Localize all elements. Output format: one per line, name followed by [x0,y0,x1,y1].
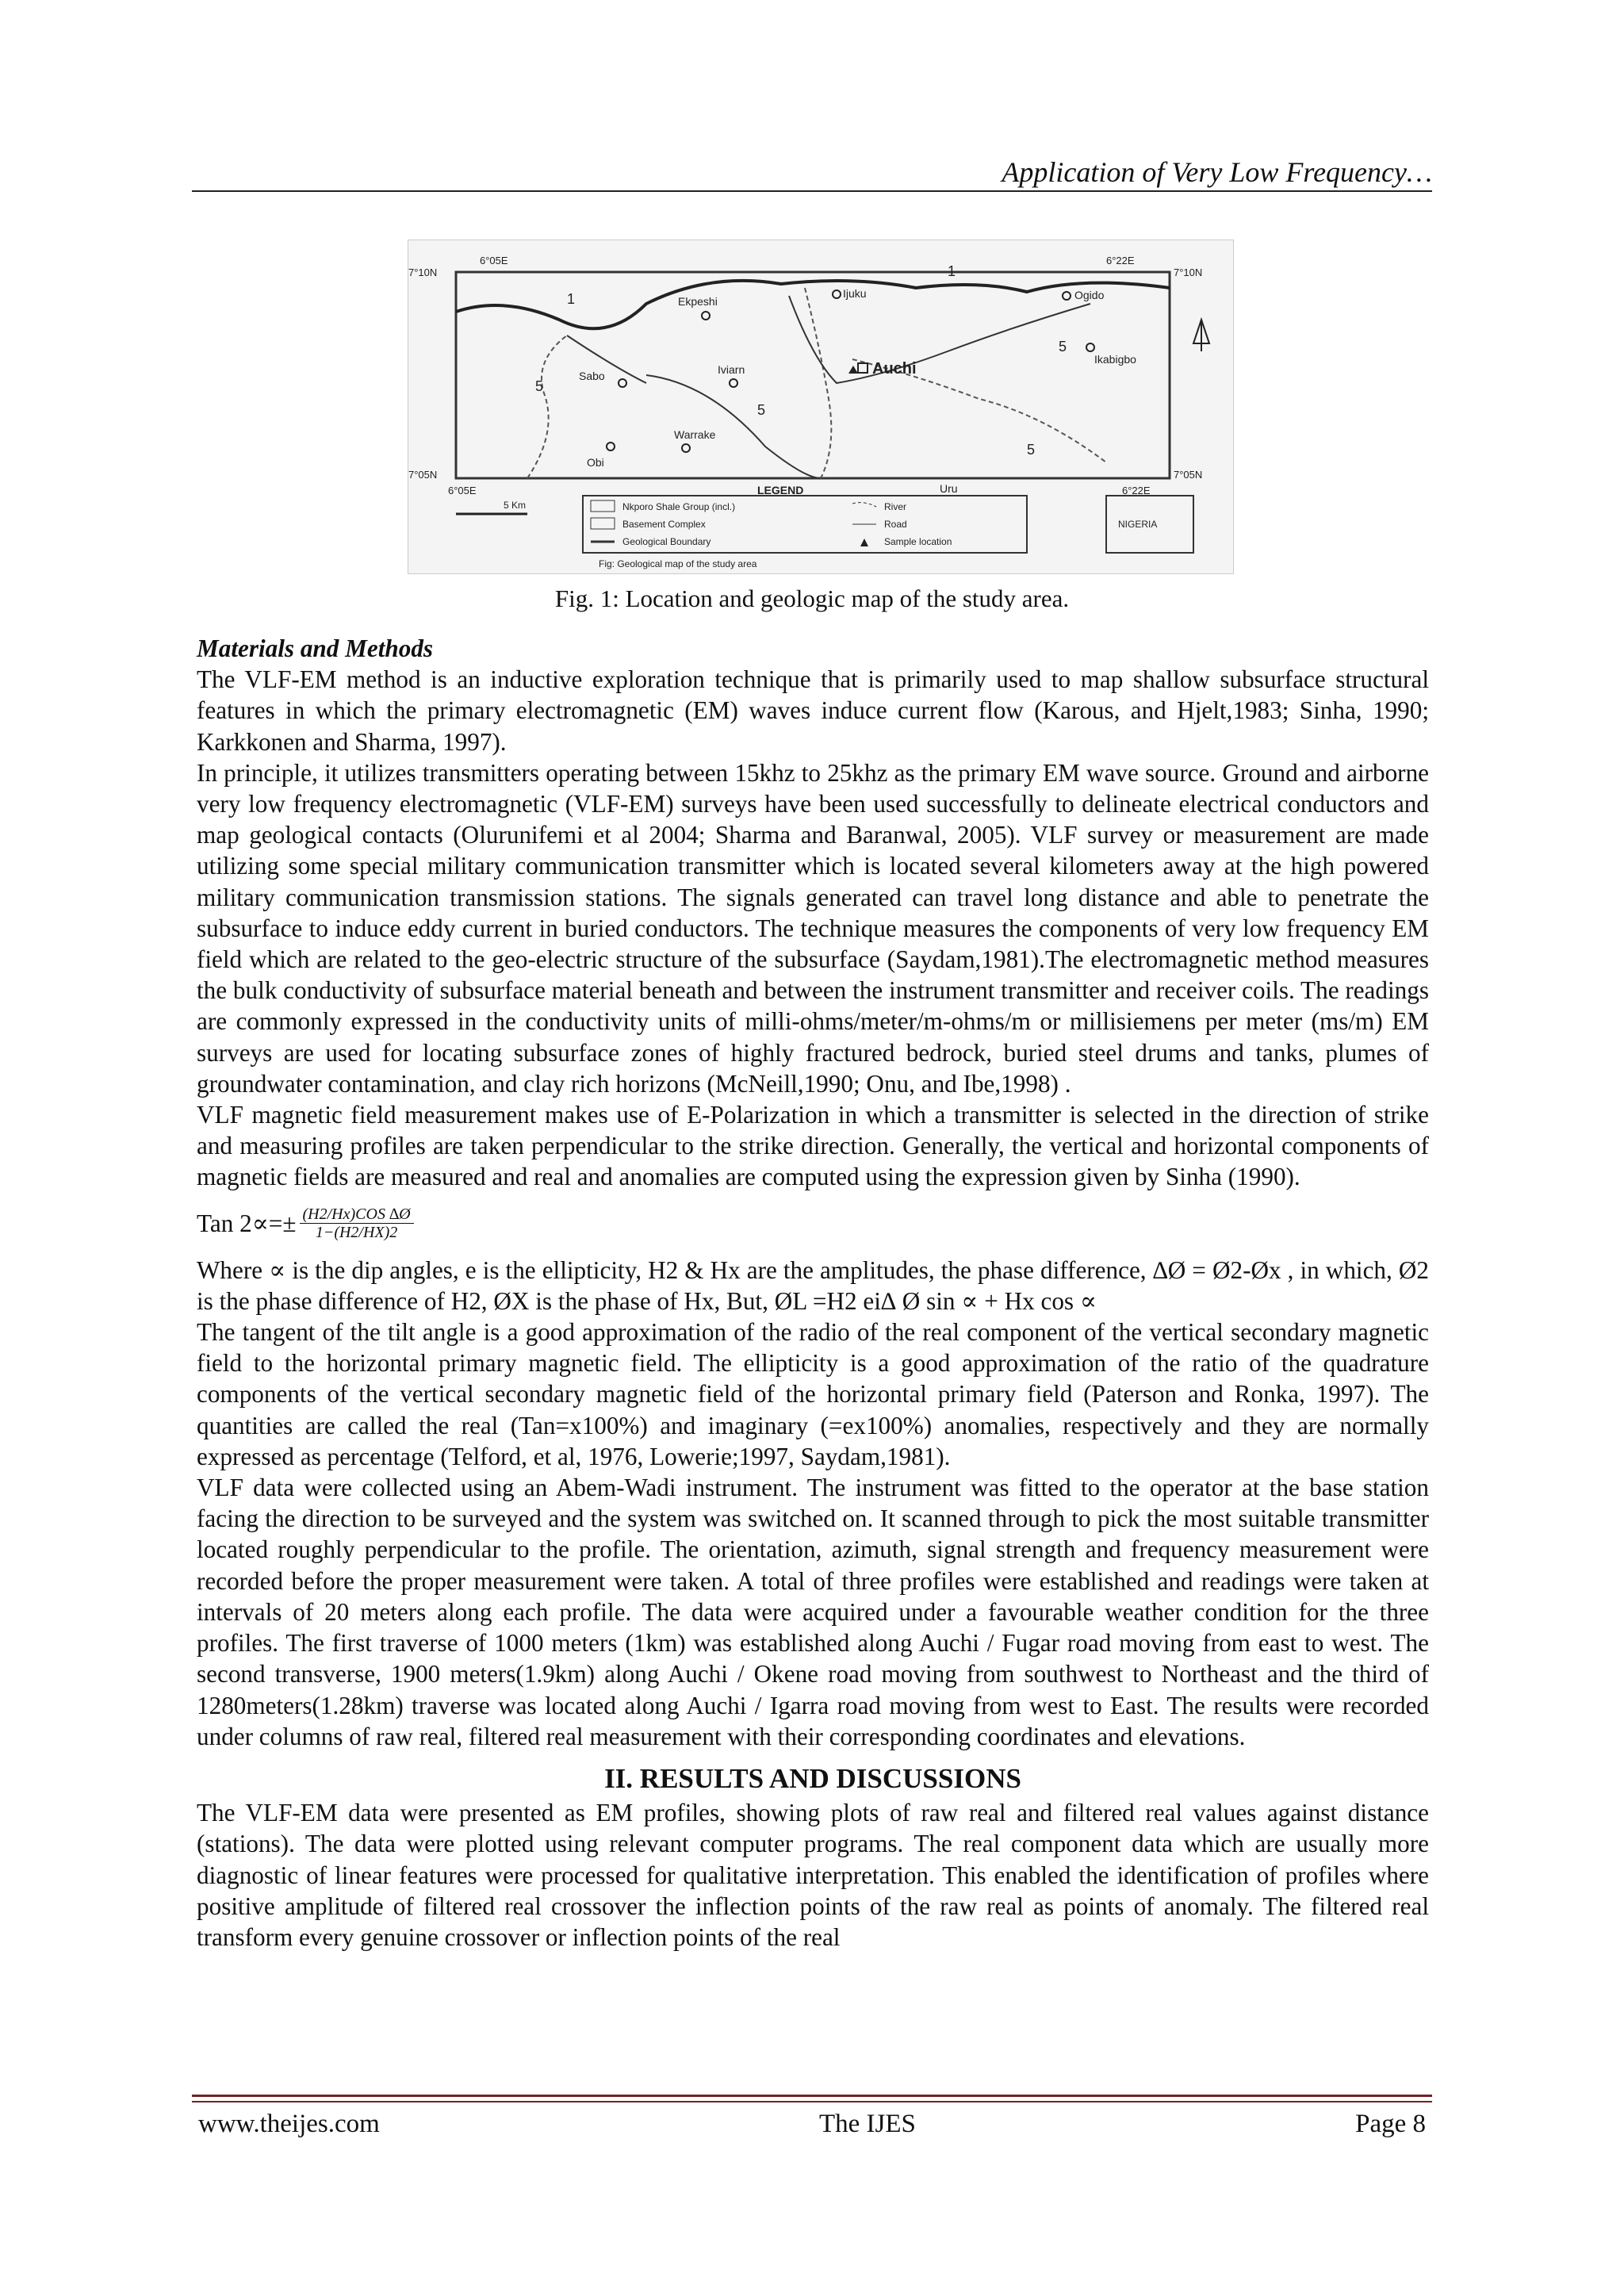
scale-label: 5 Km [504,500,527,511]
coord-ne-lat: 7°10N [1174,266,1203,278]
footer-rule [192,2095,1432,2097]
legend-item: Road [884,519,907,530]
equation-lhs: Tan 2∝=± [197,1209,297,1238]
materials-methods-heading: Materials and Methods [197,634,434,662]
unit-label-5: 5 [1027,442,1036,458]
place-ijuku: Ijuku [843,287,867,300]
coord-ne-lon: 6°22E [1106,255,1135,266]
place-ikabigbo: Ikabigbo [1094,353,1136,366]
paragraph: Where ∝ is the dip angles, e is the ellipticity, H2 & Hx are the amplitudes, the phase difference, ∆Ø = Ø2-Øx , in which, Ø2 is the phase difference of H2, ØX is the phase of Hx, But, ØL =H2 ei∆ Ø sin ∝ + Hx cos ∝ [197,1255,1429,1315]
coord-se-lon: 6°22E [1122,485,1151,496]
coord-sw-lon: 6°05E [448,485,477,496]
legend-item: Nkporo Shale Group (incl.) [622,501,736,512]
legend-item: River [884,501,907,512]
coord-sw-lat: 7°05N [408,469,438,481]
footer-page-number: Page 8 [1355,2110,1426,2138]
unit-label-1: 1 [567,291,576,307]
place-uru: Uru [940,482,958,495]
map-bottom-caption: Fig: Geological map of the study area [599,558,757,569]
paragraph: The VLF-EM method is an inductive exploration technique that is primarily used to map shallow subsurface structural features in which the primary electromagnetic (EM) waves induce current flow (Karous, and Hjelt,1983; Sinha, 1990; Karkkonen and Sharma, 1997). [197,665,1429,756]
legend-item: Sample location [884,536,952,547]
header-rule [192,190,1432,192]
body-text [197,633,1429,1953]
unit-label-5: 5 [1059,339,1067,355]
inset-label: NIGERIA [1118,519,1158,530]
legend-title: LEGEND [757,484,804,496]
paragraph: The tangent of the tilt angle is a good approximation of the radio of the real component of the vertical secondary magnetic field to the horizontal primary magnetic field. The ellipticity is a good approximation of the ratio of the quadrature components of the vertical secondary magnetic field of the horizontal primary field (Paterson and Ronka, 1997). The quantities are called the real (Tan=x100%) and imaginary (=ex100%) anomalies, respectively and they are normally expressed as percentage (Telford, et al, 1976, Lowerie;1997, Saydam,1981). [197,1318,1429,1470]
place-auchi: Auchi [872,360,917,378]
place-ogido: Ogido [1074,289,1105,301]
footer-journal: The IJES [819,2110,916,2138]
place-sabo: Sabo [579,370,605,382]
coord-se-lat: 7°05N [1174,469,1203,481]
paragraph: The VLF-EM data were presented as EM profiles, showing plots of raw real and filtered real values against distance (stations). The data were plotted using relevant computer programs. The real component data which are usually more diagnostic of linear features were processed for qualitative interpretation. This enabled the identification of profiles where positive amplitude of filtered real crossover the inflection points of the raw real as points of anomaly. The filtered real transform every genuine crossover or inflection points of the real [197,1799,1429,1951]
legend-item: Basement Complex [622,519,706,530]
coord-nw-lon: 6°05E [480,255,508,266]
figure-caption: Fig. 1: Location and geologic map of the study area. [554,585,1070,612]
place-ekpeshi: Ekpeshi [678,295,718,308]
results-heading: II. RESULTS AND DISCUSSIONS [604,1762,1021,1794]
place-warrake: Warrake [674,428,716,441]
geologic-map [408,240,1233,573]
paragraph: VLF magnetic field measurement makes use of E-Polarization in which a transmitter is selected in the direction of strike and measuring profiles are taken perpendicular to the strike direction. Generally, the vertical and horizontal components of magnetic fields are measured and real and anomalies are computed using the expression given by Sinha (1990). [197,1101,1429,1191]
legend-item: Geological Boundary [622,536,711,547]
paragraph: In principle, it utilizes transmitters operating between 15khz to 25khz as the primary EM wave source. Ground and airborne very low frequency electromagnetic (VLF-EM) surveys have been used successfully to delineate electrical conductors and map geological contacts (Olurunifemi et al 2004; Sharma and Baranwal, 2005). VLF survey or measurement are made utilizing some special military communication transmitter which is located several kilometers away at the high powered military communication transmission stations. The signals generated can travel long distance and able to penetrate the subsurface to induce eddy current in buried conductors. The technique measures the components of very low frequency EM field which are related to the geo-electric structure of the subsurface (Saydam,1981).The electromagnetic method measures the bulk conductivity of subsurface material beneath and between the instrument transmitter and receiver coils. The readings are commonly expressed in the conductivity units of milli-ohms/meter/m-ohms/m or millisiemens per meter (ms/m) EM surveys are used for locating subsurface zones of highly fractured bedrock, buried steel drums and tanks, plumes of groundwater contamination, and clay rich horizons (McNeill,1990; Onu, and Ibe,1998) . [197,758,1429,1098]
place-obi: Obi [587,456,604,469]
unit-label-5: 5 [757,402,766,418]
footer-website: www.theijes.com [198,2110,380,2138]
equation [197,1193,1429,1255]
unit-label-1: 1 [948,263,956,279]
unit-label-5: 5 [535,378,544,394]
running-title: Application of Very Low Frequency… [1002,156,1432,188]
footer [198,2110,1426,2139]
equation-numerator: (H2/Hx)COS ∆Ø [300,1205,414,1224]
coord-nw-lat: 7°10N [408,266,438,278]
equation-fraction [300,1205,414,1241]
footer-rule [192,2101,1432,2102]
place-iviarn: Iviarn [718,363,745,376]
geologic-map-figure [408,240,1234,574]
paragraph: VLF data were collected using an Abem-Wadi instrument. The instrument was fitted to the operator at the base station facing the direction to be surveyed and the system was switched on. It scanned through to pick the most suitable transmitter located roughly perpendicular to the profile. The orientation, azimuth, signal strength and frequency measurement were recorded before the proper measurement were taken. A total of three profiles were established and readings were taken at intervals of 20 meters along each profile. The data were acquired under a favourable weather condition for the three profiles. The first traverse of 1000 meters (1km) was established along Auchi / Fugar road moving from east to west. The second transverse, 1900 meters(1.9km) along Auchi / Okene road moving from southwest to Northeast and the third of 1280meters(1.28km) traverse was located along Auchi / Igarra road moving from west to East. The results were recorded under columns of raw real, filtered real measurement with their corresponding coordinates and elevations. [197,1474,1429,1750]
equation-denominator: 1−(H2/HX)2 [315,1224,398,1242]
